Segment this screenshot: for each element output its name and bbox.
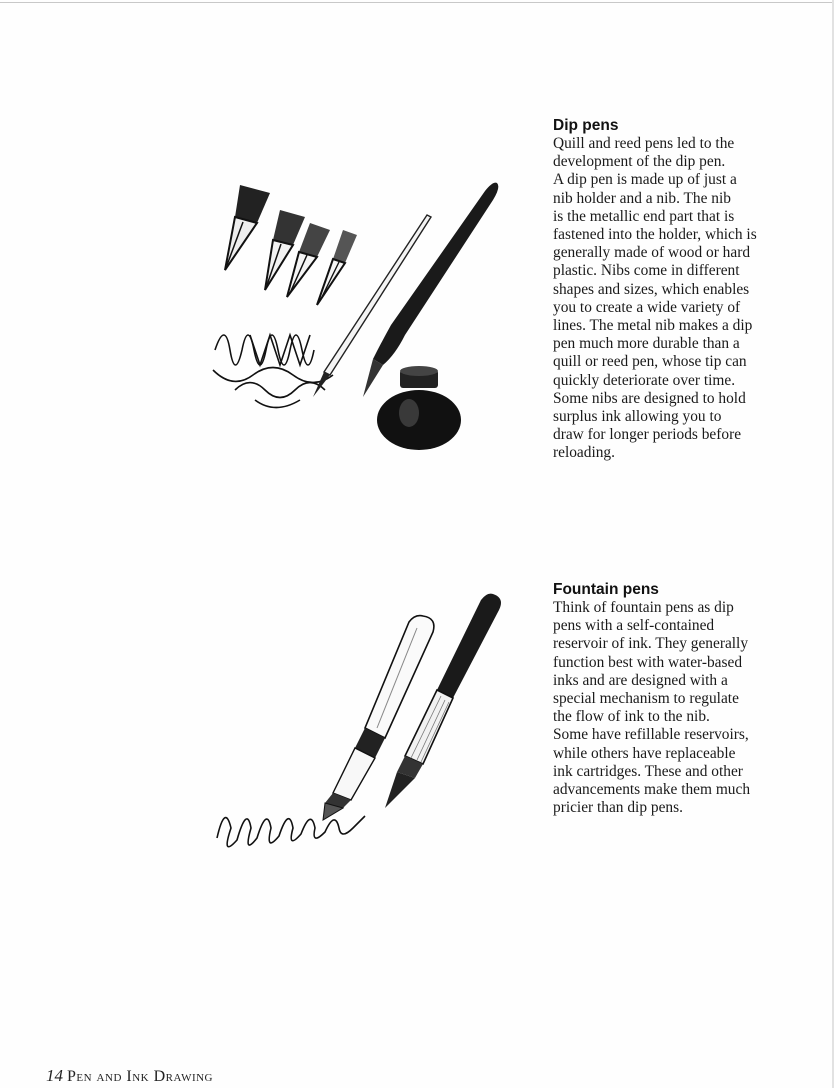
body-line: inks and are designed with a bbox=[553, 671, 728, 689]
body-line: Some have refillable reservoirs, bbox=[553, 726, 749, 744]
body-line: function best with water-based bbox=[553, 653, 743, 671]
dip-pens-heading: Dip pens bbox=[553, 117, 619, 134]
body-line: special mechanism to regulate bbox=[553, 690, 739, 708]
body-line: shapes and sizes, which enables bbox=[553, 280, 750, 298]
fountain-pens-illustration bbox=[205, 588, 515, 858]
body-line: while others have replaceable bbox=[553, 744, 736, 762]
body-line: reloading. bbox=[553, 444, 615, 462]
body-line: Quill and reed pens led to the bbox=[553, 135, 735, 152]
body-line: pricier than dip pens. bbox=[553, 799, 683, 817]
top-edge-rule bbox=[0, 2, 834, 3]
script-squiggle-icon bbox=[217, 816, 365, 847]
body-line: draw for longer periods before bbox=[553, 426, 742, 444]
fountain-pens-heading: Fountain pens bbox=[553, 581, 659, 598]
page-number: 14 bbox=[46, 1066, 63, 1085]
fountain-pens-body bbox=[553, 599, 793, 817]
body-line: Some nibs are designed to hold bbox=[553, 389, 746, 407]
ink-bottle-icon bbox=[377, 366, 461, 450]
body-line: pens with a self-contained bbox=[553, 617, 715, 635]
body-line: reservoir of ink. They generally bbox=[553, 635, 749, 653]
body-line: the flow of ink to the nib. bbox=[553, 708, 710, 726]
body-line: Think of fountain pens as dip bbox=[553, 599, 734, 616]
body-line: surplus ink allowing you to bbox=[553, 408, 722, 426]
dip-pens-illustration bbox=[195, 175, 525, 455]
capped-fountain-pen-icon bbox=[323, 616, 434, 820]
body-line: nib holder and a nib. The nib bbox=[553, 189, 731, 207]
body-line: advancements make them much bbox=[553, 781, 751, 799]
dip-pens-section bbox=[553, 116, 793, 463]
body-line: you to create a wide variety of bbox=[553, 298, 741, 316]
body-line: ink cartridges. These and other bbox=[553, 762, 743, 780]
body-line: A dip pen is made up of just a bbox=[553, 171, 737, 189]
dip-pens-body bbox=[553, 135, 793, 463]
body-line: fastened into the holder, which is bbox=[553, 226, 757, 244]
ink-scribble-icon bbox=[213, 335, 333, 408]
body-line: pen much more durable than a bbox=[553, 335, 740, 353]
body-line: plastic. Nibs come in different bbox=[553, 262, 740, 280]
nib-icon bbox=[225, 185, 270, 270]
body-line: lines. The metal nib makes a dip bbox=[553, 317, 753, 335]
body-line: quickly deteriorate over time. bbox=[553, 371, 736, 389]
body-line: quill or reed pen, whose tip can bbox=[553, 353, 747, 371]
running-title: Pen and Ink Drawing bbox=[67, 1068, 213, 1085]
fountain-pens-section bbox=[553, 580, 793, 817]
page-footer bbox=[46, 1066, 213, 1086]
body-line: is the metallic end part that is bbox=[553, 207, 735, 225]
body-line: development of the dip pen. bbox=[553, 153, 726, 171]
body-line: generally made of wood or hard bbox=[553, 244, 751, 262]
